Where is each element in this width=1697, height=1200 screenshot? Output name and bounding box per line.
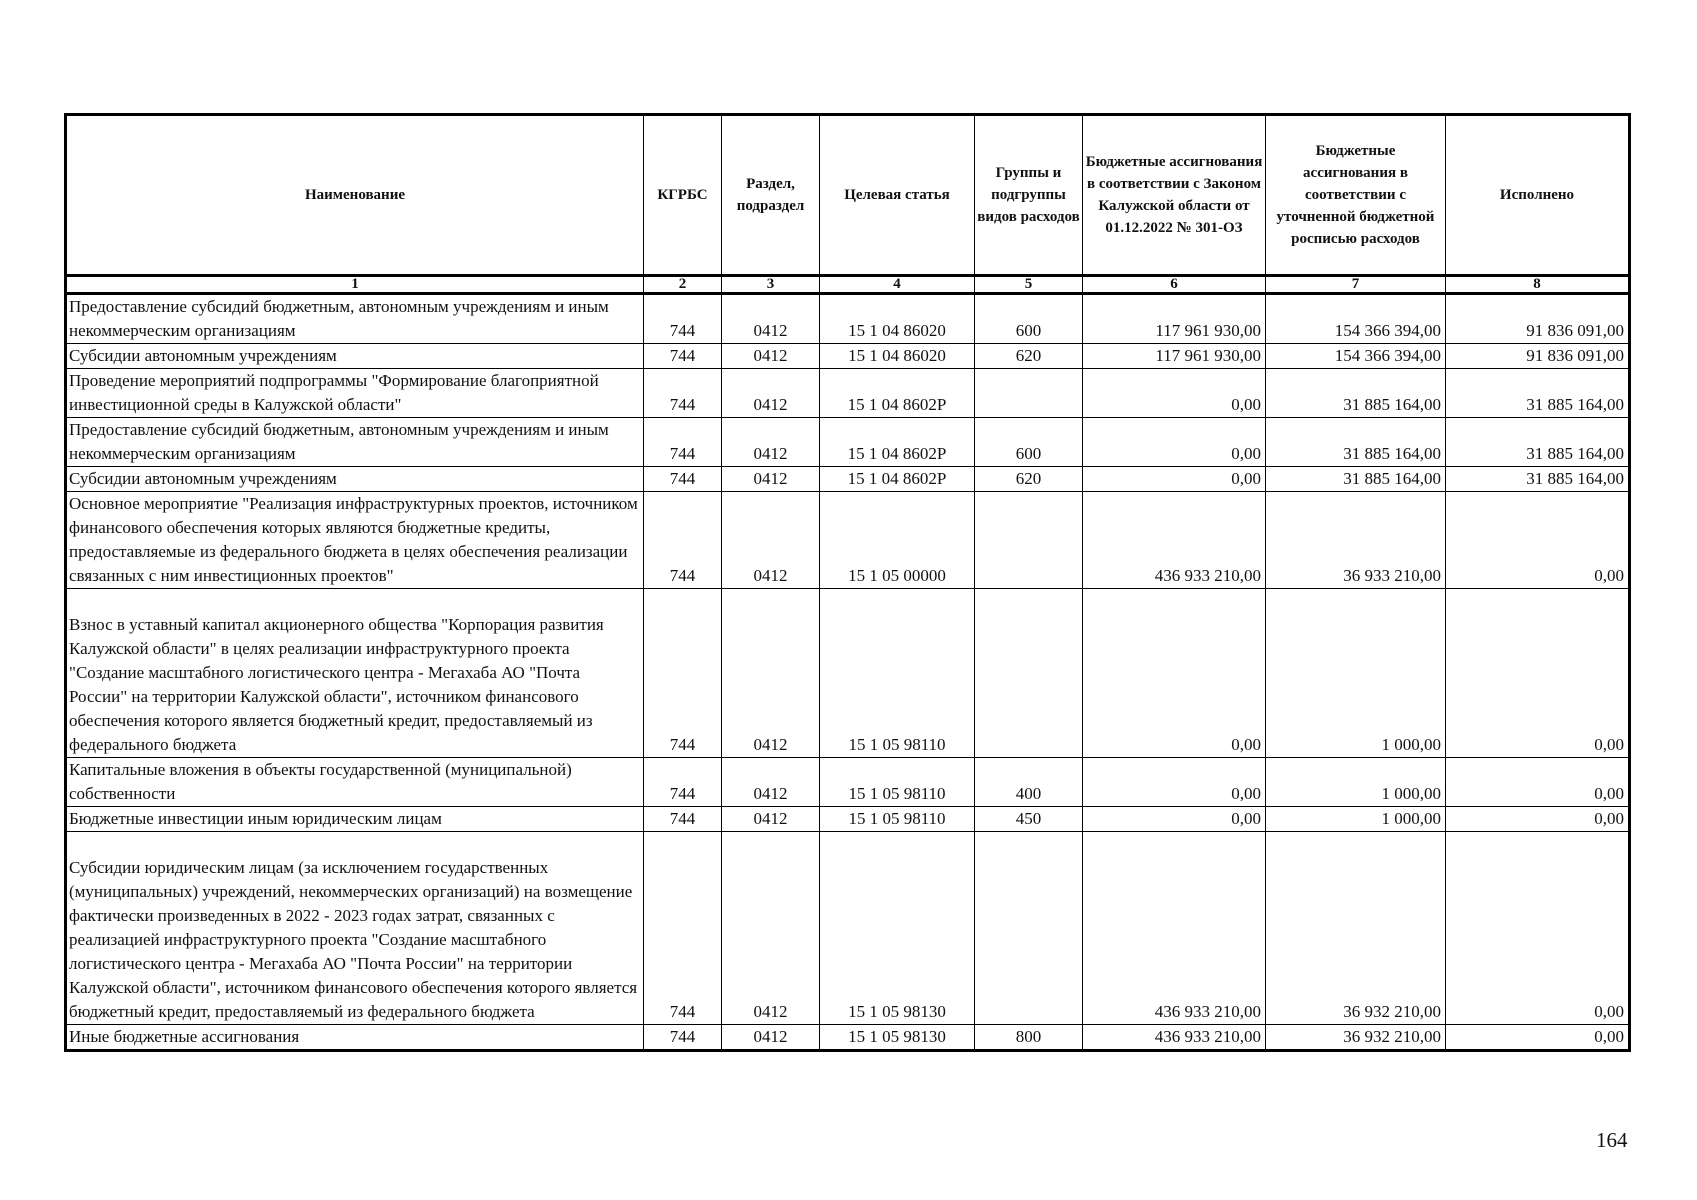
row-executed: 31 885 164,00 bbox=[1446, 467, 1630, 492]
row-law: 436 933 210,00 bbox=[1083, 832, 1266, 1025]
row-executed: 91 836 091,00 bbox=[1446, 294, 1630, 344]
row-revised: 154 366 394,00 bbox=[1266, 344, 1446, 369]
row-group bbox=[975, 589, 1083, 758]
row-name: Иные бюджетные ассигнования bbox=[66, 1025, 644, 1051]
row-kgrbs: 744 bbox=[644, 369, 722, 418]
budget-table bbox=[64, 113, 1631, 1052]
table-row bbox=[66, 807, 1630, 832]
row-revised: 31 885 164,00 bbox=[1266, 467, 1446, 492]
row-name: Субсидии автономным учреждениям bbox=[66, 344, 644, 369]
row-group: 620 bbox=[975, 467, 1083, 492]
row-target: 15 1 05 00000 bbox=[820, 492, 975, 589]
row-group: 620 bbox=[975, 344, 1083, 369]
row-executed: 0,00 bbox=[1446, 832, 1630, 1025]
row-kgrbs: 744 bbox=[644, 758, 722, 807]
row-kgrbs: 744 bbox=[644, 492, 722, 589]
row-name: Основное мероприятие "Реализация инфраструктурных проектов, источником финансового обеспечения которых являются бюджетные кредиты, предоставляемые из федерального бюджета в целях обеспечения реализации связанных с ним инвестиционных проектов" bbox=[66, 492, 644, 589]
row-revised: 31 885 164,00 bbox=[1266, 418, 1446, 467]
row-section: 0412 bbox=[722, 294, 820, 344]
row-section: 0412 bbox=[722, 492, 820, 589]
column-number: 4 bbox=[820, 276, 975, 294]
row-group: 800 bbox=[975, 1025, 1083, 1051]
table-row bbox=[66, 369, 1630, 418]
row-target: 15 1 04 86020 bbox=[820, 344, 975, 369]
table-row bbox=[66, 492, 1630, 589]
row-kgrbs: 744 bbox=[644, 589, 722, 758]
row-law: 117 961 930,00 bbox=[1083, 344, 1266, 369]
row-law: 0,00 bbox=[1083, 758, 1266, 807]
row-target: 15 1 05 98110 bbox=[820, 758, 975, 807]
table-row bbox=[66, 418, 1630, 467]
row-section: 0412 bbox=[722, 589, 820, 758]
row-kgrbs: 744 bbox=[644, 294, 722, 344]
row-section: 0412 bbox=[722, 832, 820, 1025]
row-revised: 36 932 210,00 bbox=[1266, 832, 1446, 1025]
row-law: 0,00 bbox=[1083, 807, 1266, 832]
row-revised: 36 933 210,00 bbox=[1266, 492, 1446, 589]
table-row bbox=[66, 344, 1630, 369]
row-kgrbs: 744 bbox=[644, 832, 722, 1025]
row-group: 450 bbox=[975, 807, 1083, 832]
column-number: 2 bbox=[644, 276, 722, 294]
row-section: 0412 bbox=[722, 758, 820, 807]
column-number: 6 bbox=[1083, 276, 1266, 294]
row-target: 15 1 05 98130 bbox=[820, 832, 975, 1025]
row-name: Субсидии автономным учреждениям bbox=[66, 467, 644, 492]
row-name: Предоставление субсидий бюджетным, автономным учреждениям и иным некоммерческим организациям bbox=[66, 418, 644, 467]
row-target: 15 1 04 8602Р bbox=[820, 418, 975, 467]
row-section: 0412 bbox=[722, 467, 820, 492]
row-name: Капитальные вложения в объекты государственной (муниципальной) собственности bbox=[66, 758, 644, 807]
row-target: 15 1 04 8602Р bbox=[820, 369, 975, 418]
header-section: Раздел, подраздел bbox=[722, 115, 820, 276]
row-law: 0,00 bbox=[1083, 589, 1266, 758]
row-revised: 1 000,00 bbox=[1266, 758, 1446, 807]
row-kgrbs: 744 bbox=[644, 1025, 722, 1051]
column-number: 7 bbox=[1266, 276, 1446, 294]
table-row bbox=[66, 467, 1630, 492]
table-row bbox=[66, 294, 1630, 344]
row-name: Субсидии юридическим лицам (за исключением государственных (муниципальных) учреждений, некоммерческих организаций) на возмещение фактически произведенных в 2022 - 2023 годах затрат, связанных с реализацией инфраструктурного проекта "Создание масштабного логистического центра - Мегахаба АО "Почта России" на территории Калужской области", источником финансового обеспечения которого является бюджетный кредит, предоставляемый из федерального бюджета bbox=[66, 832, 644, 1025]
column-number-row bbox=[66, 276, 1630, 294]
header-executed: Исполнено bbox=[1446, 115, 1630, 276]
row-law: 0,00 bbox=[1083, 369, 1266, 418]
header-row bbox=[66, 115, 1630, 276]
row-executed: 31 885 164,00 bbox=[1446, 369, 1630, 418]
row-kgrbs: 744 bbox=[644, 807, 722, 832]
header-name: Наименование bbox=[66, 115, 644, 276]
table-row bbox=[66, 758, 1630, 807]
row-section: 0412 bbox=[722, 807, 820, 832]
row-kgrbs: 744 bbox=[644, 467, 722, 492]
row-revised: 154 366 394,00 bbox=[1266, 294, 1446, 344]
page-number: 164 bbox=[1596, 1128, 1628, 1152]
row-law: 436 933 210,00 bbox=[1083, 492, 1266, 589]
column-number: 5 bbox=[975, 276, 1083, 294]
row-target: 15 1 05 98130 bbox=[820, 1025, 975, 1051]
header-kgrbs: КГРБС bbox=[644, 115, 722, 276]
row-law: 117 961 930,00 bbox=[1083, 294, 1266, 344]
table-row bbox=[66, 1025, 1630, 1051]
row-group: 600 bbox=[975, 294, 1083, 344]
row-group bbox=[975, 492, 1083, 589]
row-group: 600 bbox=[975, 418, 1083, 467]
row-executed: 91 836 091,00 bbox=[1446, 344, 1630, 369]
row-target: 15 1 04 86020 bbox=[820, 294, 975, 344]
table-row bbox=[66, 589, 1630, 758]
row-revised: 1 000,00 bbox=[1266, 589, 1446, 758]
header-groups: Группы и подгруппы видов расходов bbox=[975, 115, 1083, 276]
row-kgrbs: 744 bbox=[644, 344, 722, 369]
row-section: 0412 bbox=[722, 344, 820, 369]
row-revised: 1 000,00 bbox=[1266, 807, 1446, 832]
row-executed: 0,00 bbox=[1446, 589, 1630, 758]
row-kgrbs: 744 bbox=[644, 418, 722, 467]
row-group: 400 bbox=[975, 758, 1083, 807]
header-target: Целевая статья bbox=[820, 115, 975, 276]
column-number: 8 bbox=[1446, 276, 1630, 294]
row-name: Взнос в уставный капитал акционерного общества "Корпорация развития Калужской области" в целях реализации инфраструктурного проекта "Создание масштабного логистического центра - Мегахаба АО "Почта России" на территории Калужской области", источником финансового обеспечения которого является бюджетный кредит, предоставляемый из федерального бюджета bbox=[66, 589, 644, 758]
row-name: Бюджетные инвестиции иным юридическим лицам bbox=[66, 807, 644, 832]
row-section: 0412 bbox=[722, 1025, 820, 1051]
row-executed: 0,00 bbox=[1446, 758, 1630, 807]
row-name: Предоставление субсидий бюджетным, автономным учреждениям и иным некоммерческим организациям bbox=[66, 294, 644, 344]
row-executed: 0,00 bbox=[1446, 492, 1630, 589]
row-law: 0,00 bbox=[1083, 467, 1266, 492]
header-law: Бюджетные ассигнования в соответствии с Законом Калужской области от 01.12.2022 № 301-ОЗ bbox=[1083, 115, 1266, 276]
row-revised: 31 885 164,00 bbox=[1266, 369, 1446, 418]
header-revised: Бюджетные ассигнования в соответствии с уточненной бюджетной росписью расходов bbox=[1266, 115, 1446, 276]
row-executed: 0,00 bbox=[1446, 807, 1630, 832]
row-law: 0,00 bbox=[1083, 418, 1266, 467]
row-group bbox=[975, 369, 1083, 418]
row-name: Проведение мероприятий подпрограммы "Формирование благоприятной инвестиционной среды в Калужской области" bbox=[66, 369, 644, 418]
column-number: 1 bbox=[66, 276, 644, 294]
row-executed: 31 885 164,00 bbox=[1446, 418, 1630, 467]
row-target: 15 1 05 98110 bbox=[820, 807, 975, 832]
row-law: 436 933 210,00 bbox=[1083, 1025, 1266, 1051]
row-target: 15 1 04 8602Р bbox=[820, 467, 975, 492]
row-target: 15 1 05 98110 bbox=[820, 589, 975, 758]
row-group bbox=[975, 832, 1083, 1025]
table-row bbox=[66, 832, 1630, 1025]
column-number: 3 bbox=[722, 276, 820, 294]
row-executed: 0,00 bbox=[1446, 1025, 1630, 1051]
row-section: 0412 bbox=[722, 369, 820, 418]
row-section: 0412 bbox=[722, 418, 820, 467]
row-revised: 36 932 210,00 bbox=[1266, 1025, 1446, 1051]
